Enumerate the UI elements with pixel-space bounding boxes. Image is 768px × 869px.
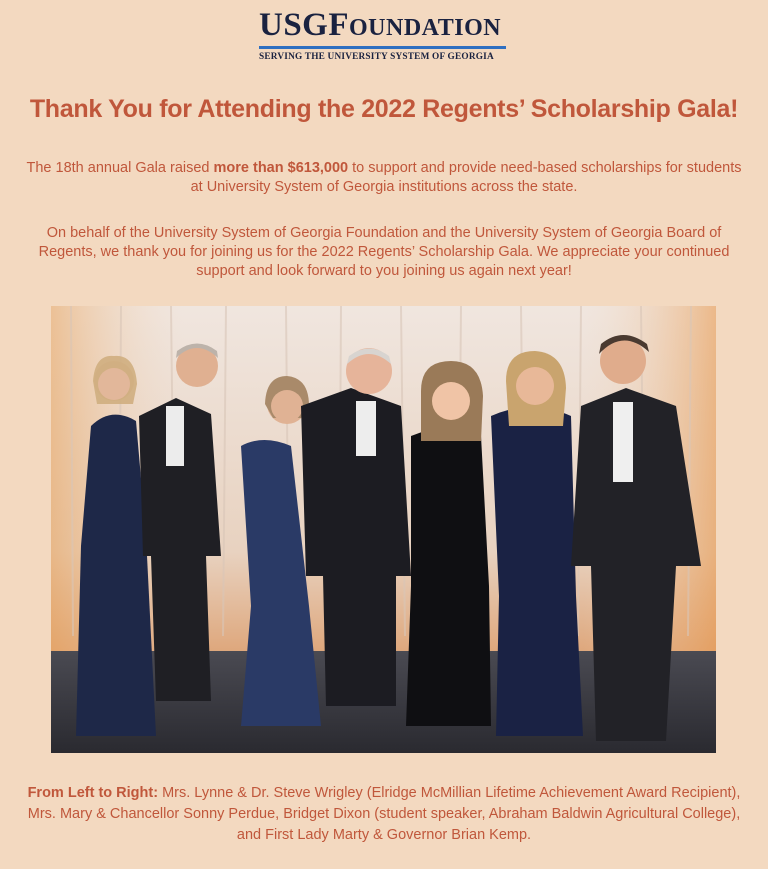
logo-tagline: SERVING THE UNIVERSITY SYSTEM OF GEORGIA xyxy=(259,52,494,62)
intro-paragraph: The 18th annual Gala raised more than $613,000 to support and provide need-based scholarships for students at University System of Georgia institutions across the state. xyxy=(26,160,742,195)
thanks-paragraph: On behalf of the University System of Georgia Foundation and the University System of Georgia Board of Regents, we thank you for joining us for the 2022 Regents’ Scholarship Gala. We appreciate your continued support and look forward to you joining us again next year! xyxy=(38,225,730,279)
usg-foundation-logo[interactable] xyxy=(259,7,509,62)
caption-label: From Left to Right: xyxy=(27,785,159,801)
amount-raised: more than $613,000 xyxy=(213,160,349,176)
page-title: Thank You for Attending the 2022 Regents’ Scholarship Gala! xyxy=(29,95,739,123)
logo-wordmark: USGFOUNDATION xyxy=(259,7,502,43)
photo-caption: From Left to Right: Mrs. Lynne & Dr. Steve Wrigley (Elridge McMillian Lifetime Achievement Award Recipient), Mrs. Mary & Chancellor Sonny Perdue, Bridget Dixon (student speaker, Abraham Baldwin Agricultural College), and First Lady Marty & Governor Brian Kemp. xyxy=(27,785,741,843)
logo-rule xyxy=(259,46,506,49)
gala-group-photo xyxy=(51,306,716,753)
